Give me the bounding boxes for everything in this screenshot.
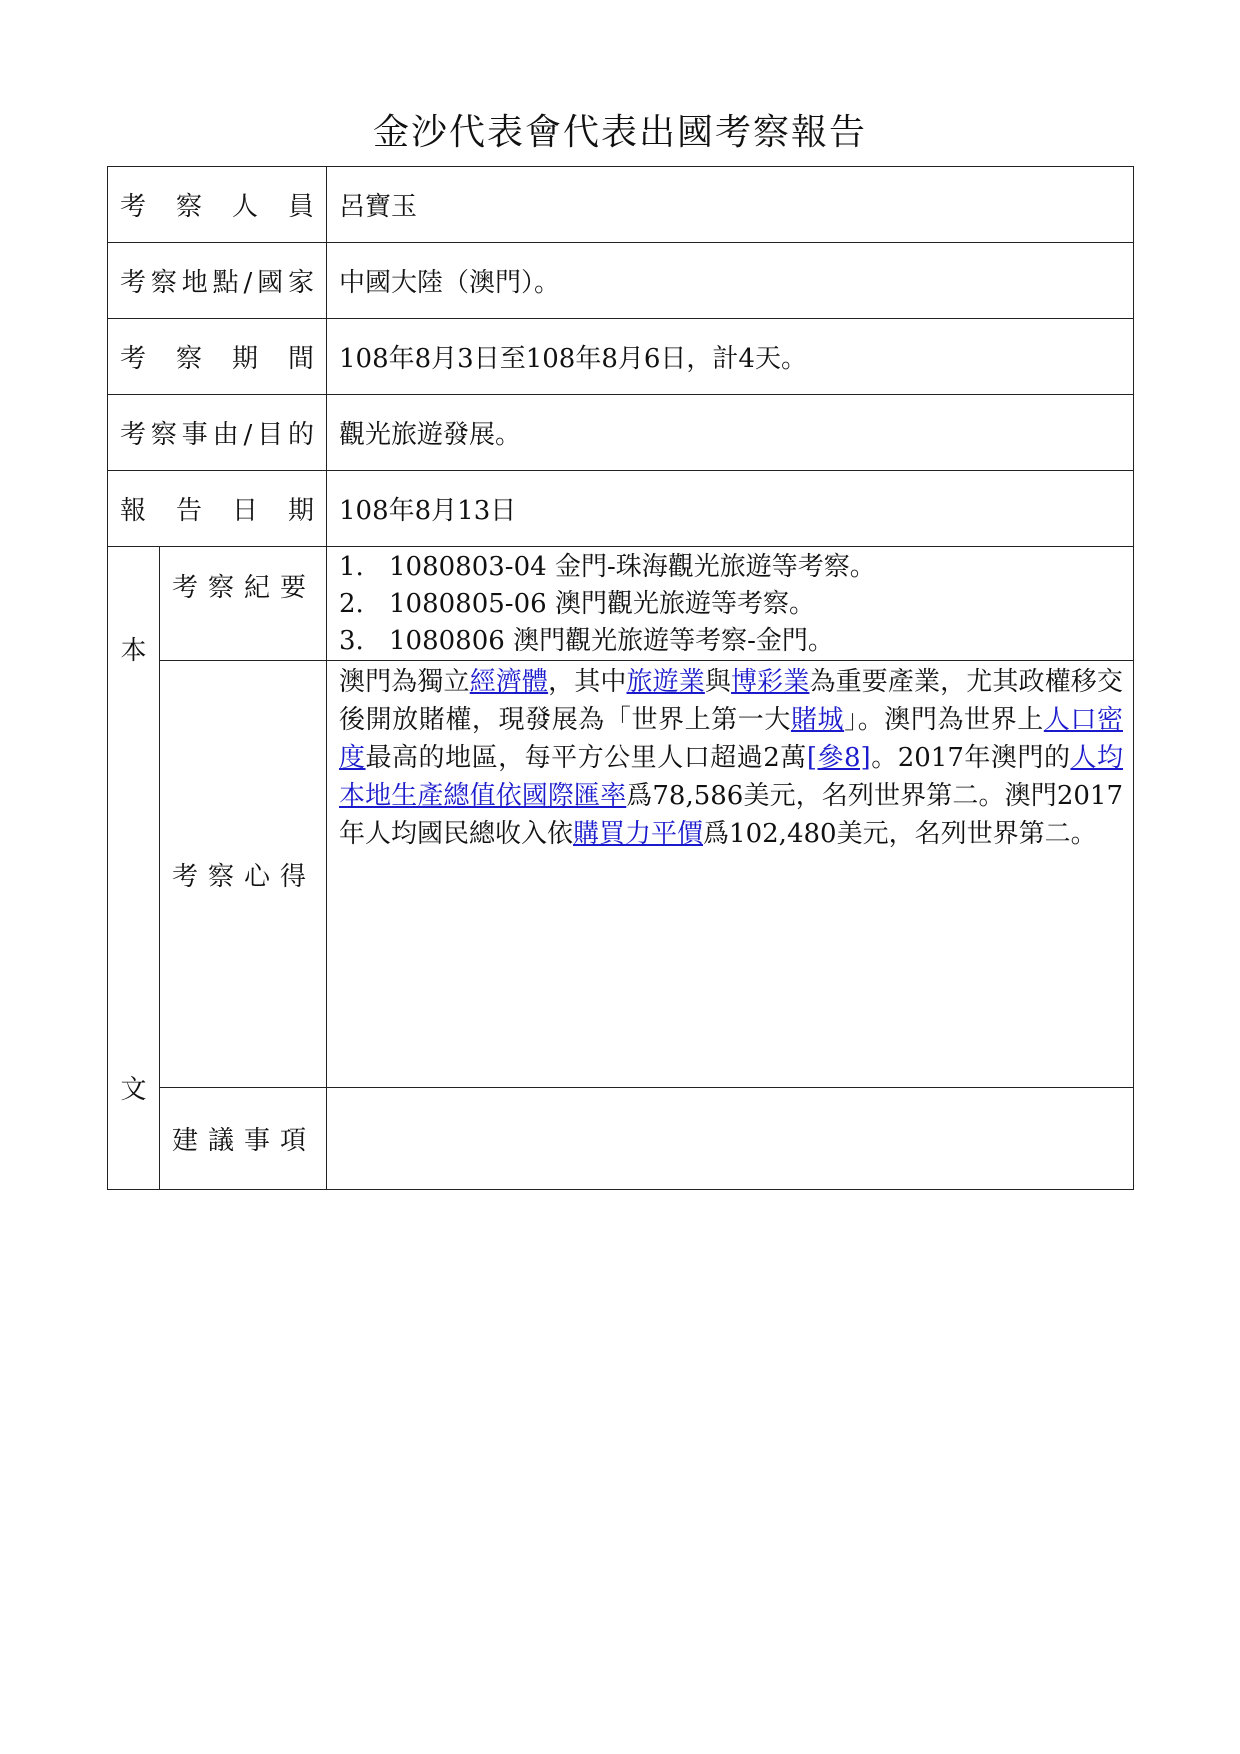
label-insights: 考察心得 [160, 661, 327, 1088]
list-item: 1. 1080803-04 金門-珠海觀光旅遊等考察。 [339, 552, 876, 582]
insights-text: 與 [704, 667, 732, 697]
page-title: 金沙代表會代表出國考察報告 [372, 112, 867, 153]
insights-text: 爲78,586美元，名列世界第二。澳門2017年人均國民總收入依 [339, 781, 1123, 849]
link-casino-city[interactable]: 賭城 [790, 705, 845, 735]
row-insights [108, 661, 1134, 1088]
link-reference-8[interactable]: [參8] [806, 743, 871, 773]
label-report-date: 報告日期 [108, 471, 327, 547]
insights-text: 澳門為獨立 [339, 667, 470, 697]
value-location: 中國大陸（澳門）。 [327, 243, 1134, 319]
body-char-1: 本 [120, 636, 147, 666]
insights-text: 。2017年澳門的 [870, 743, 1071, 773]
list-item: 2. 1080805-06 澳門觀光旅遊等考察。 [339, 589, 815, 619]
row-location [108, 243, 1134, 319]
insights-text: ，其中 [548, 667, 627, 697]
insights-text: 為重要產業，尤其政權移交後開放賭權，現發展為「世界上第一大 [339, 667, 1123, 735]
value-recommendations [327, 1088, 1134, 1190]
insights-text: 最高的地區，每平方公里人口超過2萬 [365, 743, 807, 773]
label-period: 考察期間 [108, 319, 327, 395]
link-gaming[interactable]: 博彩業 [731, 667, 810, 697]
label-personnel: 考察人員 [108, 167, 327, 243]
row-summary [108, 547, 1134, 661]
summary-list [327, 547, 1133, 660]
report-table [107, 166, 1134, 1190]
link-gdp-per-capita[interactable]: 人均本地生產總值依國際匯率 [339, 743, 1123, 811]
row-personnel [108, 167, 1134, 243]
insights-paragraph [327, 661, 1134, 1088]
link-ppp[interactable]: 購買力平價 [573, 819, 704, 849]
link-population-density[interactable]: 人口密度 [339, 705, 1123, 773]
label-summary: 考察紀要 [160, 547, 327, 661]
row-recommendations [108, 1088, 1134, 1190]
value-purpose: 觀光旅遊發展。 [327, 395, 1134, 471]
row-period [108, 319, 1134, 395]
label-location: 考察地點/國家 [108, 243, 327, 319]
body-section-label [108, 547, 160, 1190]
insights-text: 」。澳門為世界上 [844, 705, 1044, 735]
row-report-date [108, 471, 1134, 547]
summary-cell [327, 547, 1134, 661]
list-item: 3. 1080806 澳門觀光旅遊等考察-金門。 [339, 626, 834, 656]
label-purpose: 考察事由/目的 [108, 395, 327, 471]
body-char-2: 文 [120, 1075, 147, 1105]
link-tourism[interactable]: 旅遊業 [626, 667, 705, 697]
insights-text: 爲102,480美元，名列世界第二。 [703, 819, 1097, 849]
value-personnel: 呂寶玉 [327, 167, 1134, 243]
value-report-date: 108年8月13日 [327, 471, 1134, 547]
value-period: 108年8月3日至108年8月6日，計4天。 [327, 319, 1134, 395]
label-recommendations: 建議事項 [160, 1088, 327, 1190]
row-purpose [108, 395, 1134, 471]
link-economy[interactable]: 經濟體 [469, 667, 549, 697]
